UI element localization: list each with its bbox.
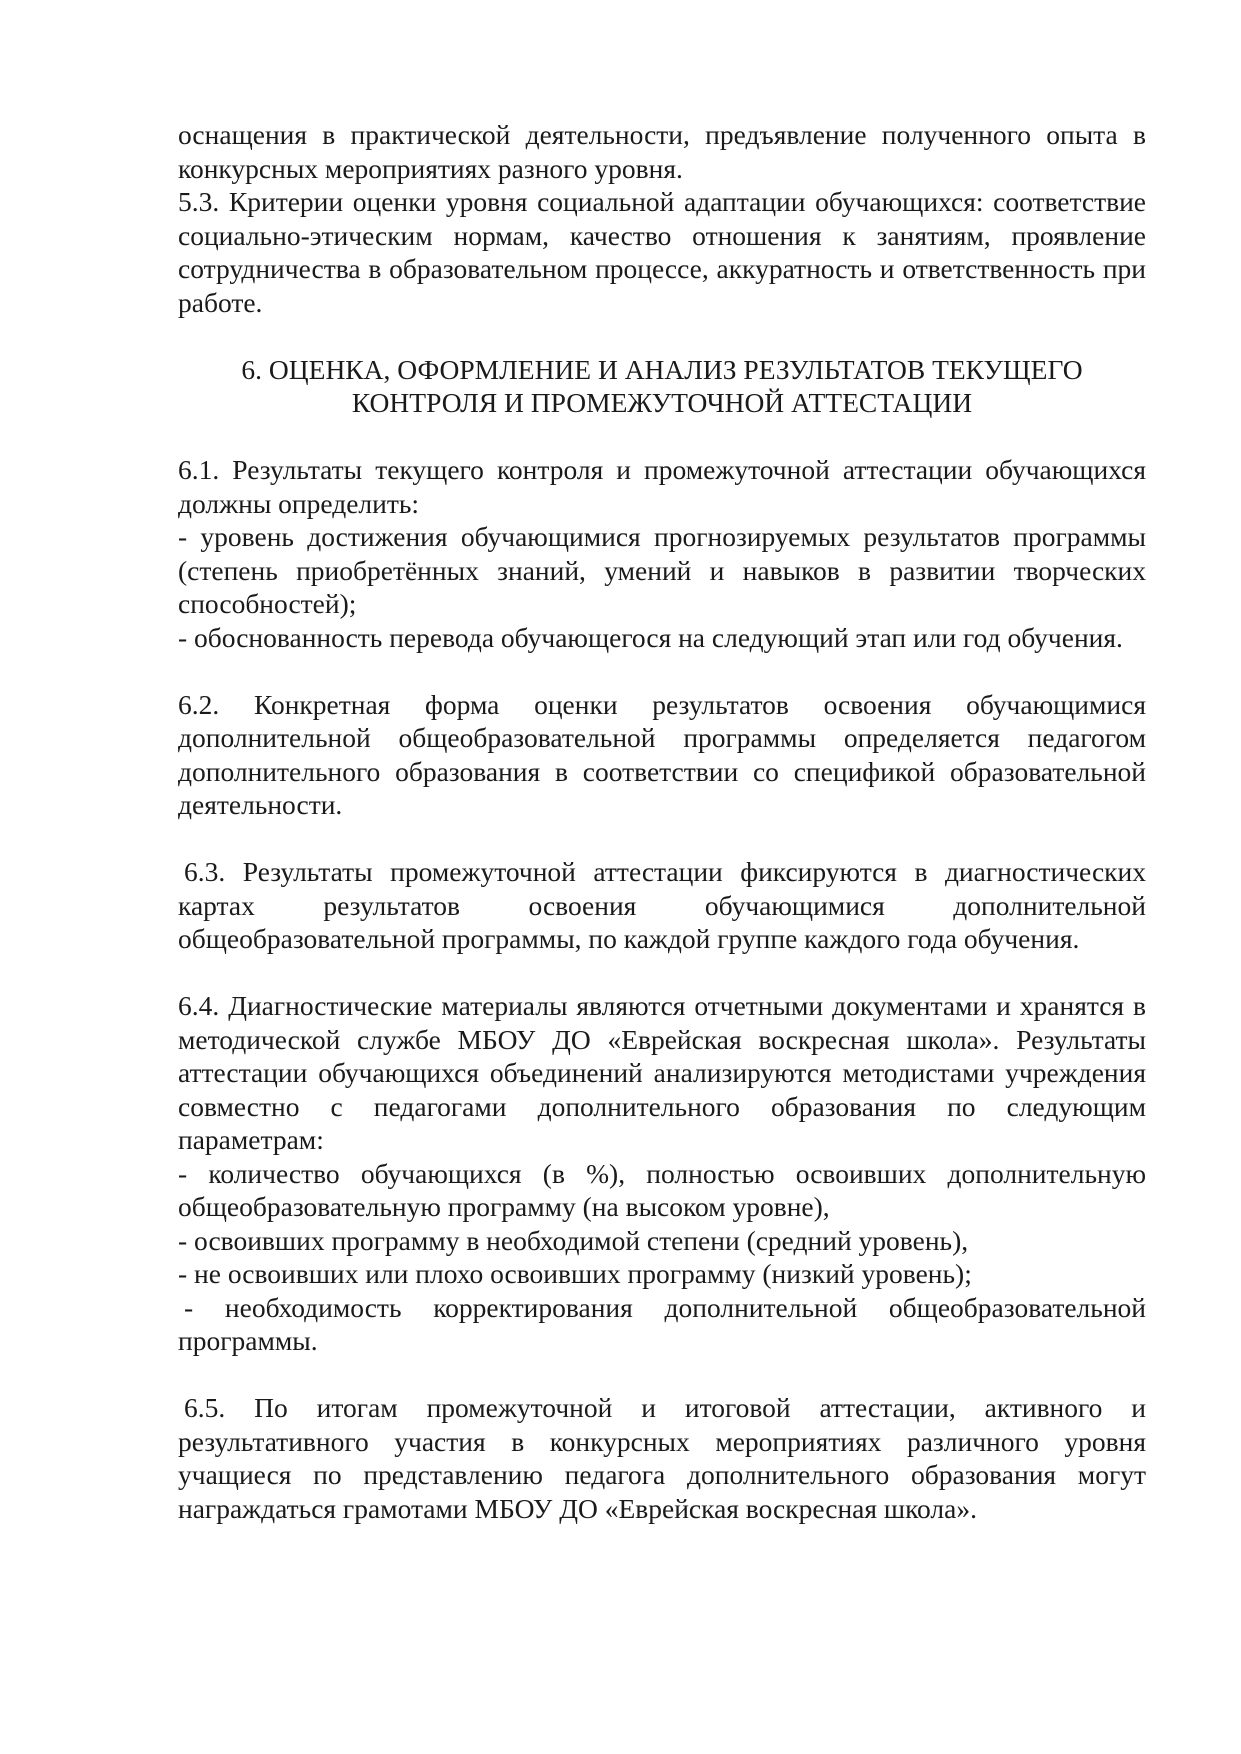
list-item-6-4-c: - не освоивших или плохо освоивших программу (низкий уровень); [178, 1258, 972, 1289]
section-6-heading-line2: КОНТРОЛЯ И ПРОМЕЖУТОЧНОЙ АТТЕСТАЦИИ [351, 387, 973, 418]
list-item-6-1-a: - уровень достижения обучающимися прогнозируемых результатов программы (степень приобретённых знаний, умений и навыков в развитии творческих способностей); [178, 521, 1146, 619]
list-item-6-4-d: - необходимость корректирования дополнительной общеобразовательной программы. [178, 1291, 1146, 1356]
document-body [178, 118, 1146, 1525]
spacer [178, 822, 1146, 856]
list-item-6-4-b: - освоивших программу в необходимой степени (средний уровень), [178, 1224, 969, 1256]
paragraph-6-1: 6.1. Результаты текущего контроля и промежуточной аттестации обучающихся должны определить: [178, 454, 1146, 519]
spacer [178, 319, 1146, 353]
paragraph-6-2: 6.2. Конкретная форма оценки результатов освоения обучающимися дополнительной общеобразовательной программы определяется педагогом дополнительного образования в соответствии со спецификой образовательной деятельности. [178, 688, 1146, 820]
spacer [178, 1358, 1146, 1392]
paragraph-6-5: 6.5. По итогам промежуточной и итоговой аттестации, активного и результативного участия в конкурсных мероприятиях различного уровня учащиеся по представлению педагога дополнительного образования могут награждаться грамотами МБОУ ДО «Еврейская воскресная школа». [178, 1392, 1146, 1524]
spacer [178, 420, 1146, 454]
paragraph-continuation: оснащения в практической деятельности, предъявление полученного опыта в конкурсных мероприятиях разного уровня. [178, 119, 1146, 184]
spacer [178, 956, 1146, 990]
list-item-6-4-a: - количество обучающихся (в %), полностью освоивших дополнительную общеобразовательную программу (на высоком уровне), [178, 1157, 1146, 1222]
paragraph-5-3: 5.3. Критерии оценки уровня социальной адаптации обучающихся: соответствие социально-этическим нормам, качество отношения к занятиям, проявление сотрудничества в образовательном процессе, аккуратность и ответственность при работе. [178, 186, 1146, 318]
spacer [178, 654, 1146, 688]
paragraph-6-3: 6.3. Результаты промежуточной аттестации фиксируются в диагностических картах результатов освоения обучающимися дополнительной общеобразовательной программы, по каждой группе каждого года обучения. [178, 856, 1146, 954]
paragraph-6-4: 6.4. Диагностические материалы являются отчетными документами и хранятся в методической службе МБОУ ДО «Еврейская воскресная школа». Результаты аттестации обучающихся объединений анализируются методистами учреждения совместно с педагогами дополнительного образования по следующим параметрам: [178, 990, 1146, 1155]
section-6-heading-line1: 6. ОЦЕНКА, ОФОРМЛЕНИЕ И АНАЛИЗ РЕЗУЛЬТАТОВ ТЕКУЩЕГО [241, 353, 1083, 385]
list-item-6-1-b: - обоснованность перевода обучающегося на следующий этап или год обучения. [178, 621, 1123, 653]
